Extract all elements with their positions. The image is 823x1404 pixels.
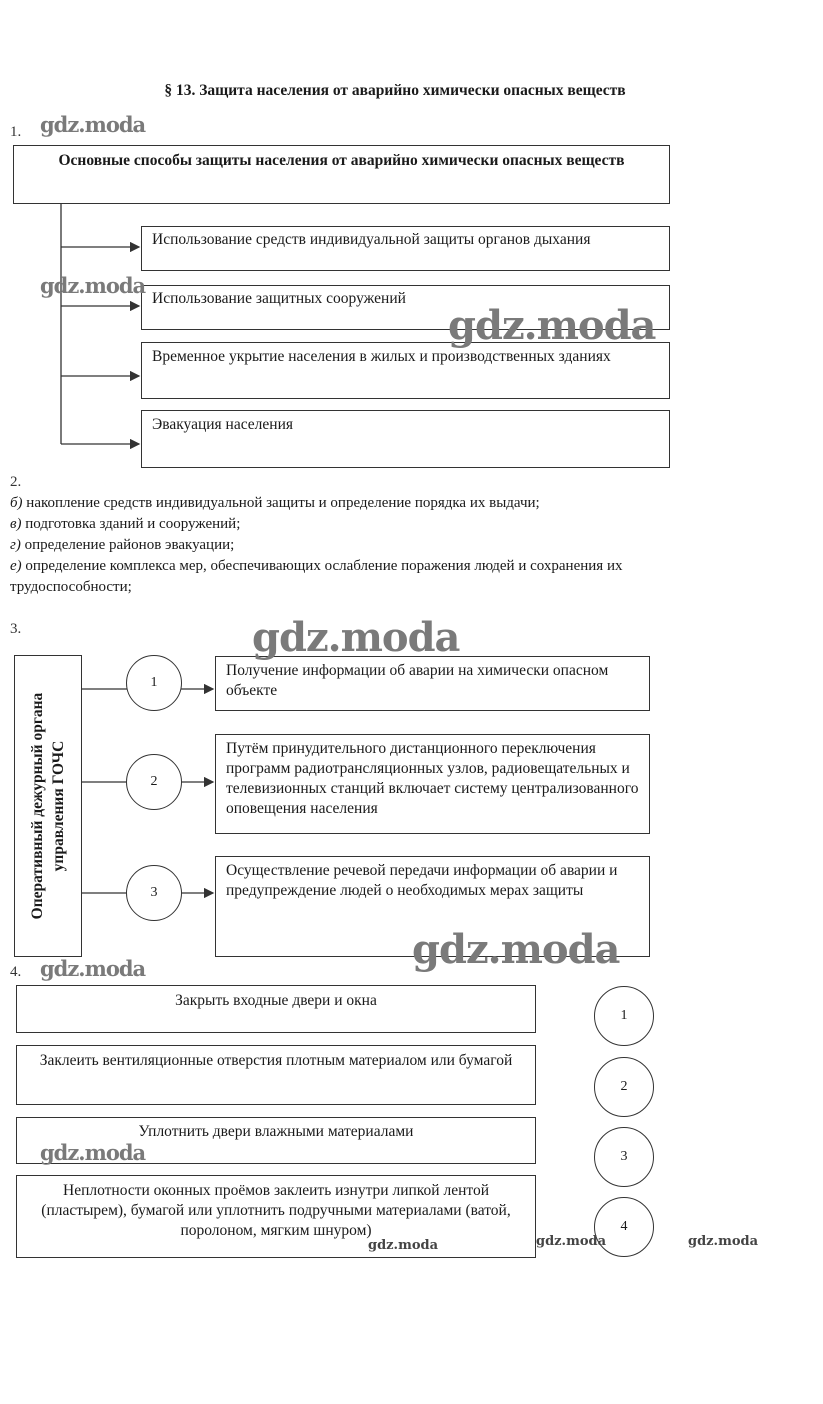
watermark: gdz.moda xyxy=(40,1140,146,1165)
task-1-item-box: Использование защитных сооружений xyxy=(141,285,670,330)
page-title: § 13. Защита населения от аварийно химически опасных веществ xyxy=(164,82,626,99)
task-2-answer-line xyxy=(10,556,810,577)
order-number-circle: 3 xyxy=(594,1127,654,1187)
step-number-circle: 3 xyxy=(126,865,182,921)
order-number-circle: 2 xyxy=(594,1057,654,1117)
task-2-answer-continuation: трудоспособности; xyxy=(10,579,132,595)
step-number-circle: 2 xyxy=(126,754,182,810)
answer-letter: б) xyxy=(10,495,23,511)
task-3-number: 3. xyxy=(10,621,22,637)
task-2-answer-line xyxy=(10,535,810,556)
task-3-step-box: Путём принудительного дистанционного переключения программ радиотрансляционных узлов, радиовещательных и телевизионных станций включает систему централизованного оповещения населения xyxy=(215,734,650,834)
answer-letter: е) xyxy=(10,558,22,574)
task-3-step-box: Осуществление речевой передачи информации об аварии и предупреждение людей о необходимых мерах защиты xyxy=(215,856,650,957)
watermark: gdz.moda xyxy=(252,614,460,661)
task-2-answer-line xyxy=(10,514,810,535)
step-number-circle: 1 xyxy=(126,655,182,711)
watermark: gdz.moda xyxy=(40,112,146,137)
order-number-circle: 1 xyxy=(594,986,654,1046)
task-4-action-box: Неплотности оконных проёмов заклеить изнутри липкой лентой (пластырем), бумагой или уплотнить подручными материалами (ватой, поролоном, мягким шнуром) xyxy=(16,1175,536,1258)
task-1-item-box: Использование средств индивидуальной защиты органов дыхания xyxy=(141,226,670,271)
task-2-answer-line xyxy=(10,493,810,514)
task-3-side-label: Оперативный дежурный органа управления ГОЧС xyxy=(29,692,67,920)
watermark: gdz.moda xyxy=(40,956,146,981)
task-1-root-box: Основные способы защиты населения от аварийно химически опасных веществ xyxy=(13,145,670,204)
watermark: gdz.moda xyxy=(368,1238,439,1253)
watermark: gdz.moda xyxy=(688,1234,759,1249)
answer-text: накопление средств индивидуальной защиты и определение порядка их выдачи; xyxy=(22,495,540,511)
task-1-number: 1. xyxy=(10,124,22,140)
watermark: gdz.moda xyxy=(448,302,656,349)
watermark: gdz.moda xyxy=(412,926,620,973)
answer-letter: г) xyxy=(10,537,21,553)
watermark: gdz.moda xyxy=(536,1234,607,1249)
task-1-item-box: Эвакуация населения xyxy=(141,410,670,468)
answer-letter: в) xyxy=(10,516,22,532)
answer-text: подготовка зданий и сооружений; xyxy=(21,516,241,532)
task-4-action-box: Уплотнить двери влажными материалами xyxy=(16,1117,536,1164)
task-1-item-box: Временное укрытие населения в жилых и производственных зданиях xyxy=(141,342,670,399)
task-4-action-box: Закрыть входные двери и окна xyxy=(16,985,536,1033)
task-4-action-box: Заклеить вентиляционные отверстия плотным материалом или бумагой xyxy=(16,1045,536,1105)
task-4-number: 4. xyxy=(10,964,22,980)
answer-text: определение комплекса мер, обеспечивающих ослабление поражения людей и сохранения их xyxy=(21,558,623,574)
order-number-circle: 4 xyxy=(594,1197,654,1257)
task-3-step-box: Получение информации об аварии на химически опасном объекте xyxy=(215,656,650,711)
task-2-number: 2. xyxy=(10,474,22,490)
task-3-side-label-box xyxy=(14,655,82,957)
answer-text: определение районов эвакуации; xyxy=(20,537,235,553)
watermark: gdz.moda xyxy=(40,273,146,298)
